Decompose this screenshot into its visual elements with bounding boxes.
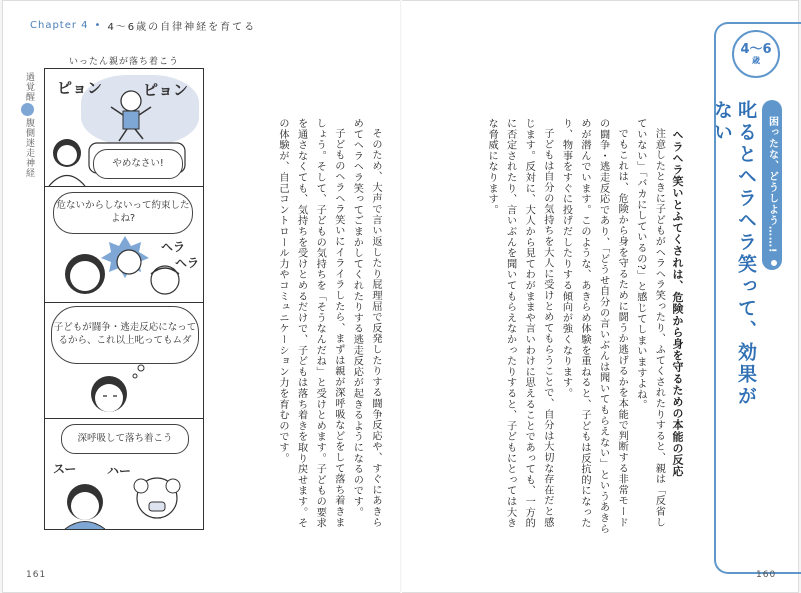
comic-title: いったん親が落ち着こう [68,57,179,67]
header-separator: • [94,20,102,31]
left-page-body [214,118,384,538]
kicker-label: 困ったな、どうしよう……! [762,100,782,270]
comic-panel-2 [45,186,203,303]
side-label-ventral-vagal: 腹側迷走神経 [24,118,34,178]
sfx-su: スー [53,462,77,476]
comic-strip [44,68,204,530]
sfx-pyon-left: ピョン [57,79,103,97]
speech-bubble-1: やめなさい! [93,149,183,179]
age-badge [732,30,780,78]
book-spread [2,0,799,593]
kicker-dot-icon [769,258,779,268]
thought-bubble-3: 子どもが闘争・逃走反応になってるから、これ以上叱ってもムダ [51,306,199,364]
left-paragraph-2: 子どものヘラヘラ笑いにイライラしたら、まずは親が深呼吸などをして落ち着きましょう。そして、子どもの気持ちを「そうなんだね」と受けとめます。子どもの要求を通さなくても、気持ちを受けとめるだけで、子どもは落ち着きを取り戻せます。その体験が、自己コントロール力やコミュニケーション力を育むのです。 [277,118,344,529]
comic-panel-3 [45,302,203,419]
age-badge-unit: 歳 [752,55,760,65]
chapter-header [30,18,256,33]
right-paragraph-1: 注意したときに子どもがヘラヘラ笑ったり、ふてくされたりすると、親は「反省していない」「バカにしているの?」と感じてしまいますよね。 [634,118,665,528]
sfx-hera: ヘラ [161,240,186,254]
sfx-pyon-right: ピョン [143,81,189,99]
lead-heading: ヘラヘラ笑いとふてくされは、危険から身を守るための本能の反応 [671,129,684,477]
age-badge-number: 4〜6 [740,41,772,57]
thinking-parent-illustration [45,302,203,418]
right-paragraph-2: でもこれは、危険から身を守るために闘うか逃げるかを本能で判断する非常モードの闘争・逃走反応であり、「どうせ自分の言いぶんは聞いてもらえない」というあきらめが潜んでいます。このような、あきらめ体験を重ねると、子どもは反抗的になったり、物事をすぐに投げだしたりする傾向が強くなります。 [560,118,628,535]
chapter-label: Chapter 4 [30,20,89,31]
sfx-hera-2: ヘラ [175,256,200,270]
left-paragraph-1: そのため、大声で言い返したり屁理屈で反発したりする闘争反応や、すぐにあきらめてヘラヘラ笑ってごまかしてくれたりする逃走反応が起きるようになるのです。 [351,118,381,528]
comic-panel-4 [45,418,203,529]
chapter-age-title: 4〜6歳の自律神経を育てる [107,22,257,33]
calm-parent-dog-illustration [45,418,203,529]
right-paragraph-3: 子どもは自分の気持ちを大人に受けとめてもらうことで、自分は大切な存在だと感じます。反対に、大人から見てわがままや言いわけに思えることであっても、一方的に否定されたり、言いぶんを聞いてもらえなかったりすると、子どもにとっては大きな脅威になります。 [486,118,553,529]
page-number-right: 160 [756,570,777,580]
page-number-left: 161 [26,570,47,580]
side-label-hyperarousal: 過覚醒 [24,72,34,102]
speech-bubble-2: 危ないからしないって約束したよね? [53,192,193,234]
nerve-icon [21,103,34,116]
speech-bubble-4: 深呼吸して落ち着こう [61,424,189,454]
parent-child-illustration [45,186,203,302]
section-headline: 叱るとヘラヘラ笑って、効果がない [711,100,757,408]
page-gutter [400,0,402,593]
comic-panel-1 [45,69,203,187]
right-page-body [438,118,686,538]
sfx-ha: ハー [107,464,132,478]
